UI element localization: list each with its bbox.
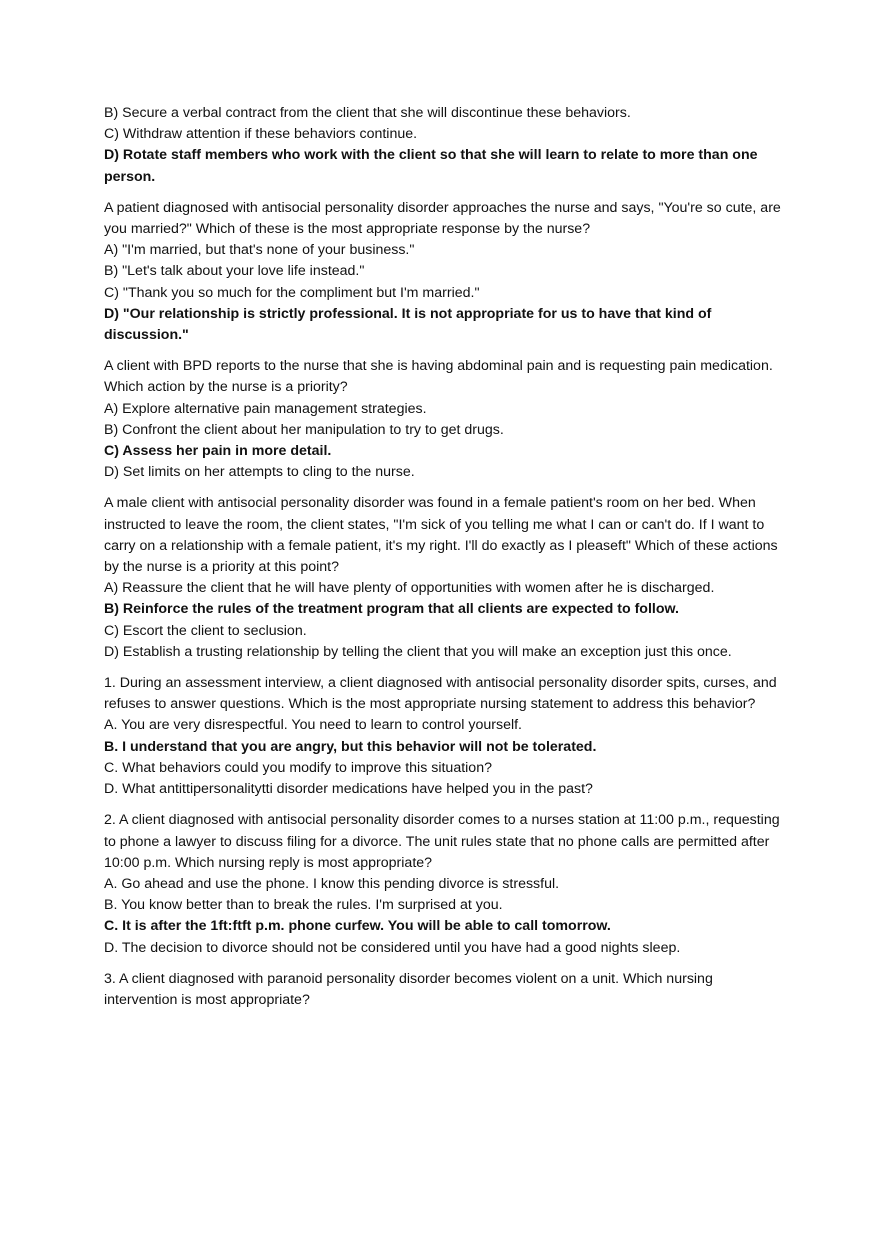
question-block-4 bbox=[104, 493, 784, 663]
question-block-6 bbox=[104, 810, 784, 958]
option-b: B) "Let's talk about your love life instead." bbox=[104, 263, 365, 280]
option-a: A) "I'm married, but that's none of your business." bbox=[104, 242, 415, 259]
option-c: C) Withdraw attention if these behaviors continue. bbox=[104, 126, 418, 143]
option-d-correct: D) "Our relationship is strictly professional. It is not appropriate for us to have that kind of discussion." bbox=[104, 305, 712, 344]
option-d: D) Establish a trusting relationship by telling the client that you will make an exception just this once. bbox=[104, 643, 732, 660]
question-block-2 bbox=[104, 198, 784, 346]
question-block-5 bbox=[104, 673, 784, 800]
option-a: A) Reassure the client that he will have plenty of opportunities with women after he is discharged. bbox=[104, 580, 715, 597]
option-d: D) Set limits on her attempts to cling to the nurse. bbox=[104, 464, 415, 481]
option-a: A) Explore alternative pain management strategies. bbox=[104, 400, 427, 417]
document-content bbox=[104, 103, 784, 1021]
question-block-1 bbox=[104, 103, 784, 188]
question-stem: 2. A client diagnosed with antisocial personality disorder comes to a nurses station at 11:00 p.m., requesting to phone a lawyer to discuss filing for a divorce. The unit rules state that no phone calls are permitted after 10:00 p.m. Which nursing reply is most appropriate? bbox=[104, 812, 780, 871]
option-c-correct: C. It is after the 1ft:ftft p.m. phone curfew. You will be able to call tomorrow. bbox=[104, 918, 611, 935]
option-b-correct: B. I understand that you are angry, but this behavior will not be tolerated. bbox=[104, 738, 597, 755]
question-stem: A male client with antisocial personality disorder was found in a female patient's room on her bed. When instructed to leave the room, the client states, "I'm sick of you telling me what I can or can't do. If I want to carry on a relationship with a female patient, it's my right. I'll do exactly as I pleaseft" Which of these actions by the nurse is a priority at this point? bbox=[104, 495, 778, 576]
option-c-correct: C) Assess her pain in more detail. bbox=[104, 443, 332, 460]
option-c: C) Escort the client to seclusion. bbox=[104, 622, 307, 639]
option-c: C) "Thank you so much for the compliment but I'm married." bbox=[104, 284, 480, 301]
option-a: A. You are very disrespectful. You need to learn to control yourself. bbox=[104, 717, 523, 734]
option-b: B. You know better than to break the rules. I'm surprised at you. bbox=[104, 897, 503, 914]
question-stem: 1. During an assessment interview, a client diagnosed with antisocial personality disorder spits, curses, and refuses to answer questions. Which is the most appropriate nursing statement to address this behavior? bbox=[104, 675, 777, 713]
option-c: C. What behaviors could you modify to improve this situation? bbox=[104, 759, 492, 776]
question-stem: 3. A client diagnosed with paranoid personality disorder becomes violent on a unit. Which nursing intervention is most appropriate? bbox=[104, 970, 713, 1008]
option-b: B) Secure a verbal contract from the client that she will discontinue these behaviors. bbox=[104, 105, 631, 121]
question-stem: A client with BPD reports to the nurse that she is having abdominal pain and is requesting pain medication. Which action by the nurse is a priority? bbox=[104, 358, 773, 396]
option-d: D. The decision to divorce should not be considered until you have had a good nights sleep. bbox=[104, 939, 681, 956]
option-b: B) Confront the client about her manipulation to try to get drugs. bbox=[104, 421, 504, 438]
option-d-correct: D) Rotate staff members who work with the client so that she will learn to relate to more than one person. bbox=[104, 147, 758, 185]
option-d: D. What antittipersonalitytti disorder medications have helped you in the past? bbox=[104, 781, 593, 798]
option-a: A. Go ahead and use the phone. I know this pending divorce is stressful. bbox=[104, 875, 560, 892]
question-block-7 bbox=[104, 969, 784, 1011]
option-b-correct: B) Reinforce the rules of the treatment program that all clients are expected to follow. bbox=[104, 601, 679, 618]
question-stem: A patient diagnosed with antisocial personality disorder approaches the nurse and says, "You're so cute, are you married?" Which of these is the most appropriate response by the nurse? bbox=[104, 199, 781, 238]
question-block-3 bbox=[104, 356, 784, 483]
